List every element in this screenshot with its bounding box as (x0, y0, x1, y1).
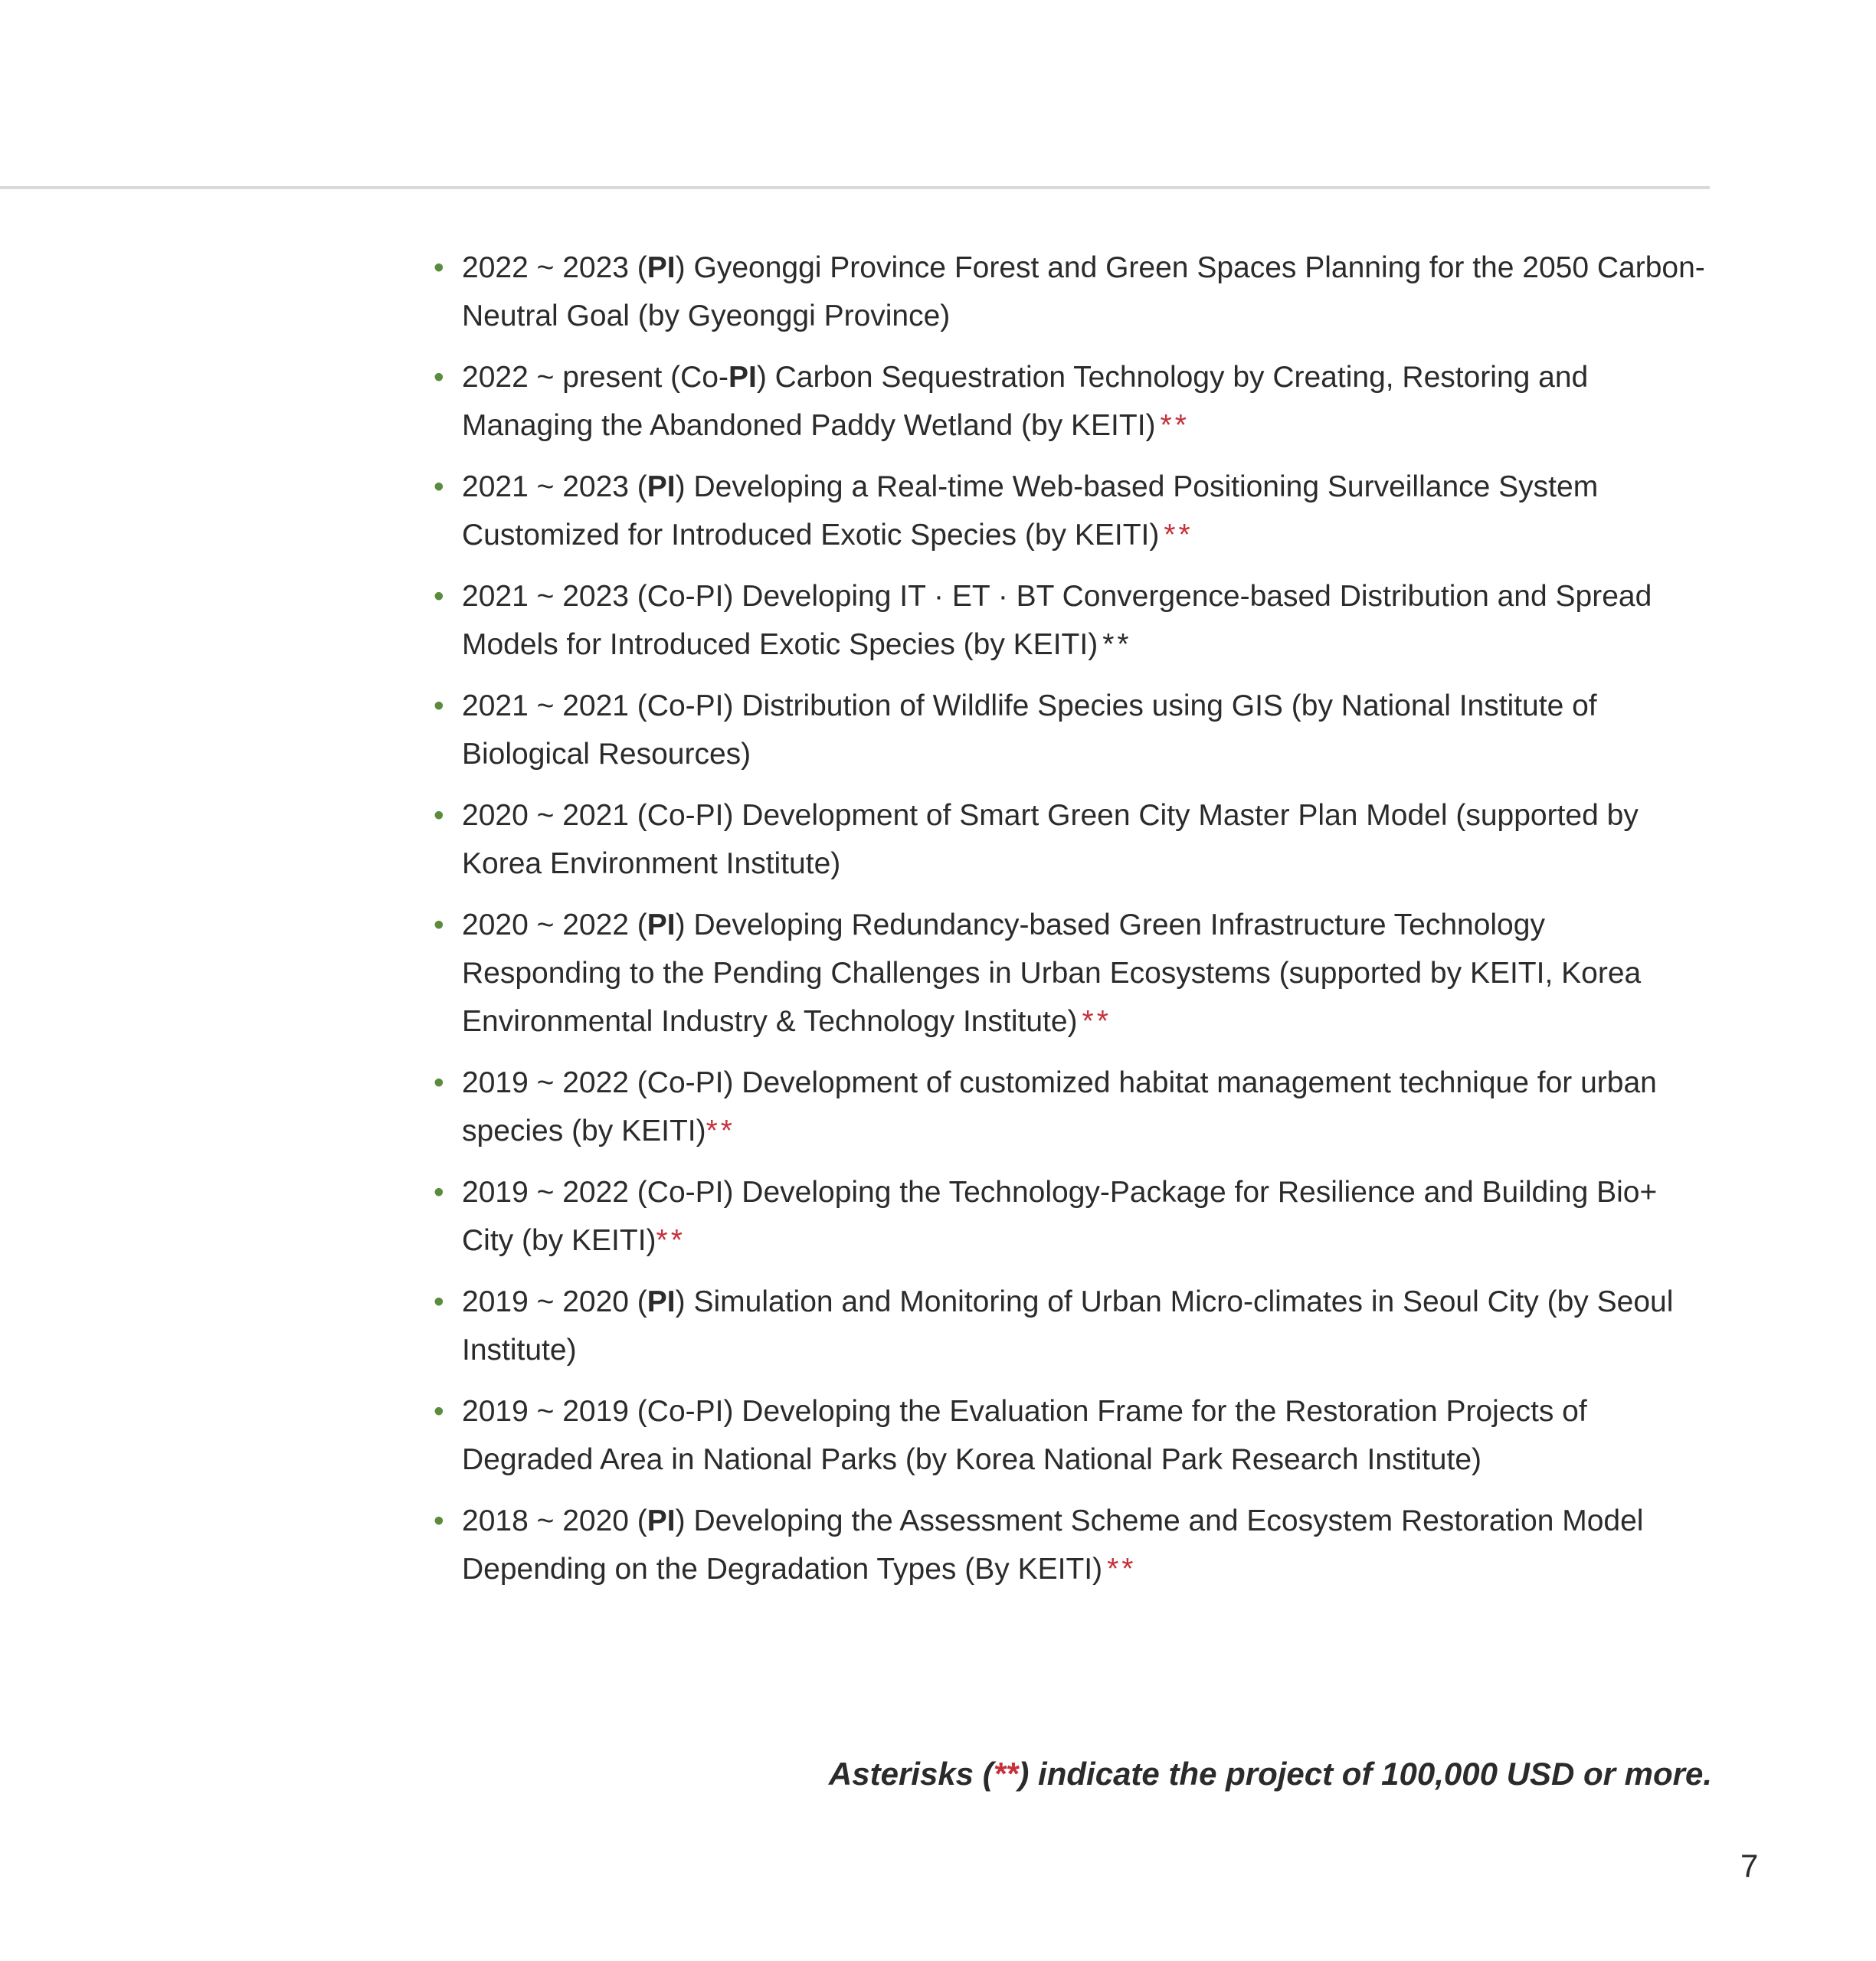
bullet-icon: • (434, 689, 444, 722)
bullet-icon: • (434, 361, 444, 394)
research-projects-list (434, 244, 1712, 1606)
list-item (434, 1387, 1712, 1484)
project-text-post: ) Gyeonggi Province Forest and Green Spaces Planning for the 2050 Carbon-Neutral Goal (by Gyeonggi Province) (462, 251, 1705, 332)
project-text: 2021 ~ 2023 (Co-PI) Developing IT · ET · BT Convergence-based Distribution and Spread Models for Introduced Exotic Species (by KEITI) (462, 580, 1652, 661)
list-item (434, 1059, 1712, 1155)
project-role: PI (647, 1285, 676, 1318)
project-text: 2019 ~ 2019 (Co-PI) Developing the Evaluation Frame for the Restoration Projects of Degraded Area in National Parks (by Korea National Park Research Institute) (462, 1395, 1587, 1476)
project-role: PI (728, 361, 757, 394)
project-text-post: ) Simulation and Monitoring of Urban Micro-climates in Seoul City (by Seoul Institute) (462, 1285, 1674, 1367)
list-item (434, 244, 1712, 340)
project-text: 2019 ~ 2022 (Co-PI) Development of customized habitat management technique for urban species (by KEITI) (462, 1066, 1657, 1147)
project-text-pre: 2020 ~ 2022 ( (462, 908, 647, 941)
list-item (434, 1168, 1712, 1265)
project-text-pre: 2018 ~ 2020 ( (462, 1504, 647, 1537)
list-item (434, 791, 1712, 888)
list-item (434, 1278, 1712, 1374)
project-role: PI (647, 251, 676, 284)
bullet-icon: • (434, 1395, 444, 1428)
funding-asterisks: ** (1102, 628, 1132, 661)
project-text-pre: 2022 ~ present (Co- (462, 361, 728, 394)
bullet-icon: • (434, 1504, 444, 1537)
list-item (434, 572, 1712, 669)
project-text: 2021 ~ 2021 (Co-PI) Distribution of Wildlife Species using GIS (by National Institute of Biological Resources) (462, 689, 1597, 771)
project-text-pre: 2019 ~ 2020 ( (462, 1285, 647, 1318)
funding-asterisks: ** (1164, 519, 1193, 552)
project-text-post: ) Developing the Assessment Scheme and Ecosystem Restoration Model Depending on the Degradation Types (By KEITI) (462, 1504, 1644, 1586)
page-number: 7 (1740, 1848, 1759, 1884)
bullet-icon: • (434, 799, 444, 832)
funding-asterisks: ** (1082, 1005, 1112, 1038)
asterisk-footnote (829, 1756, 1712, 1792)
header-divider (0, 186, 1710, 189)
list-item (434, 901, 1712, 1046)
list-item (434, 463, 1712, 559)
bullet-icon: • (434, 1066, 444, 1099)
project-role: PI (647, 908, 676, 941)
funding-asterisks: ** (656, 1224, 686, 1257)
project-text-post: ) Developing Redundancy-based Green Infrastructure Technology Responding to the Pending Challenges in Urban Ecosystems (supported by KEITI, Korea Environmental Industry & Technology Institute) (462, 908, 1642, 1038)
project-text-post: ) Carbon Sequestration Technology by Creating, Restoring and Managing the Abandoned Paddy Wetland (by KEITI) (462, 361, 1589, 442)
project-text-post: ) Developing a Real-time Web-based Positioning Surveillance System Customized for Introduced Exotic Species (by KEITI) (462, 470, 1599, 552)
bullet-icon: • (434, 1176, 444, 1209)
bullet-icon: • (434, 470, 444, 503)
footnote-asterisks: ** (993, 1756, 1019, 1792)
bullet-icon: • (434, 908, 444, 941)
bullet-icon: • (434, 580, 444, 613)
project-role: PI (647, 470, 676, 503)
bullet-icon: • (434, 1285, 444, 1318)
project-text: 2020 ~ 2021 (Co-PI) Development of Smart Green City Master Plan Model (supported by Korea Environment Institute) (462, 799, 1639, 880)
funding-asterisks: ** (1160, 409, 1190, 442)
project-text-pre: 2022 ~ 2023 ( (462, 251, 647, 284)
funding-asterisks: ** (1107, 1553, 1137, 1586)
bullet-icon: • (434, 251, 444, 284)
project-text-pre: 2021 ~ 2023 ( (462, 470, 647, 503)
funding-asterisks: ** (706, 1115, 735, 1147)
project-role: PI (647, 1504, 676, 1537)
list-item (434, 1497, 1712, 1593)
list-item (434, 353, 1712, 450)
project-text: 2019 ~ 2022 (Co-PI) Developing the Technology-Package for Resilience and Building Bio+ City (by KEITI) (462, 1176, 1658, 1257)
list-item (434, 682, 1712, 778)
footnote-after: ) indicate the project of 100,000 USD or more. (1018, 1756, 1712, 1792)
footnote-before: Asterisks ( (828, 1756, 994, 1792)
